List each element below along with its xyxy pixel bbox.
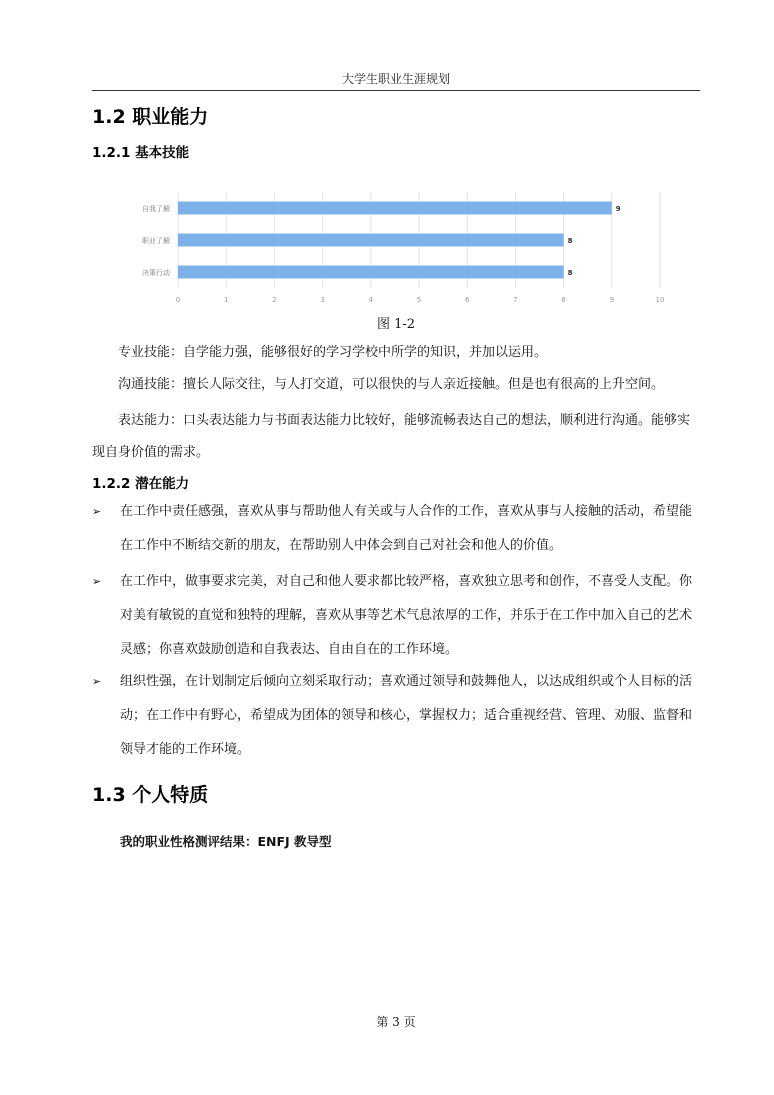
skill-expression: 表达能力：口头表达能力与书面表达能力比较好，能够流畅表达自己的想法，顺利进行沟通。能够实现自身价值的需求。 <box>92 413 691 460</box>
arrow-bullet-icon: ➢ <box>92 575 102 588</box>
skill-professional: 专业技能：自学能力强，能够很好的学习学校中所学的知识，并加以运用。 <box>118 345 548 360</box>
y-category-label: 自我了解 <box>142 205 170 213</box>
x-tick-label: 4 <box>368 296 374 304</box>
skills-bar-chart <box>130 188 675 308</box>
data-label: 8 <box>567 269 573 277</box>
header-divider <box>92 90 700 91</box>
section-heading-1-3: 1.3 个人特质 <box>92 784 209 806</box>
x-tick-label: 6 <box>464 296 470 304</box>
y-category-label: 职业了解 <box>142 237 170 245</box>
arrow-bullet-icon: ➢ <box>92 675 102 688</box>
x-tick-label: 1 <box>223 296 229 304</box>
bar-3 <box>178 266 564 279</box>
section-heading-1-2: 1.2 职业能力 <box>92 106 209 128</box>
x-tick-label: 8 <box>561 296 566 304</box>
x-tick-label: 2 <box>272 296 277 304</box>
data-label: 8 <box>567 237 573 245</box>
arrow-bullet-icon: ➢ <box>92 505 102 518</box>
list-item-text: 组织性强，在计划制定后倾向立刻采取行动；喜欢通过领导和鼓舞他人，以达成组织或个人目标的活动；在工作中有野心，希望成为团体的领导和核心，掌握权力；适合重视经营、管理、劝服、监督和领导才能的工作环境。 <box>120 674 693 757</box>
skill-communication: 沟通技能：擅长人际交往，与人打交道，可以很快的与人亲近接触。但是也有很高的上升空间。 <box>118 377 665 392</box>
y-category-label: 决策行动 <box>142 269 170 277</box>
data-label: 9 <box>615 205 621 213</box>
list-item <box>92 565 700 667</box>
bar-2 <box>178 234 564 247</box>
list-item <box>92 665 700 767</box>
personality-result: 我的职业性格测评结果：ENFJ 教导型 <box>120 834 332 849</box>
x-tick-label: 3 <box>320 296 325 304</box>
x-tick-label: 7 <box>513 296 518 304</box>
list-item-text: 在工作中责任感强，喜欢从事与帮助他人有关或与人合作的工作，喜欢从事与人接触的活动，希望能在工作中不断结交新的朋友，在帮助别人中体会到自己对社会和他人的价值。 <box>120 504 693 553</box>
page-number: 第 3 页 <box>376 1015 416 1029</box>
bar-1 <box>178 202 612 215</box>
figure-caption: 图 1-2 <box>376 317 416 332</box>
list-item-text: 在工作中，做事要求完美，对自己和他人要求都比较严格，喜欢独立思考和创作，不喜受人支配。你对美有敏锐的直觉和独特的理解，喜欢从事等艺术气息浓厚的工作，并乐于在工作中加入自己的艺术灵感；你喜欢鼓励创造和自我表达、自由自在的工作环境。 <box>120 574 693 657</box>
list-item <box>92 495 700 563</box>
subsection-heading-1-2-2: 1.2.2 潜在能力 <box>92 476 190 492</box>
page-header: 大学生职业生涯规划 <box>341 72 450 86</box>
subsection-heading-1-2-1: 1.2.1 基本技能 <box>92 145 190 161</box>
x-tick-label: 0 <box>175 296 181 304</box>
x-tick-label: 10 <box>655 296 665 304</box>
x-tick-label: 9 <box>609 296 615 304</box>
x-tick-label: 5 <box>416 296 422 304</box>
